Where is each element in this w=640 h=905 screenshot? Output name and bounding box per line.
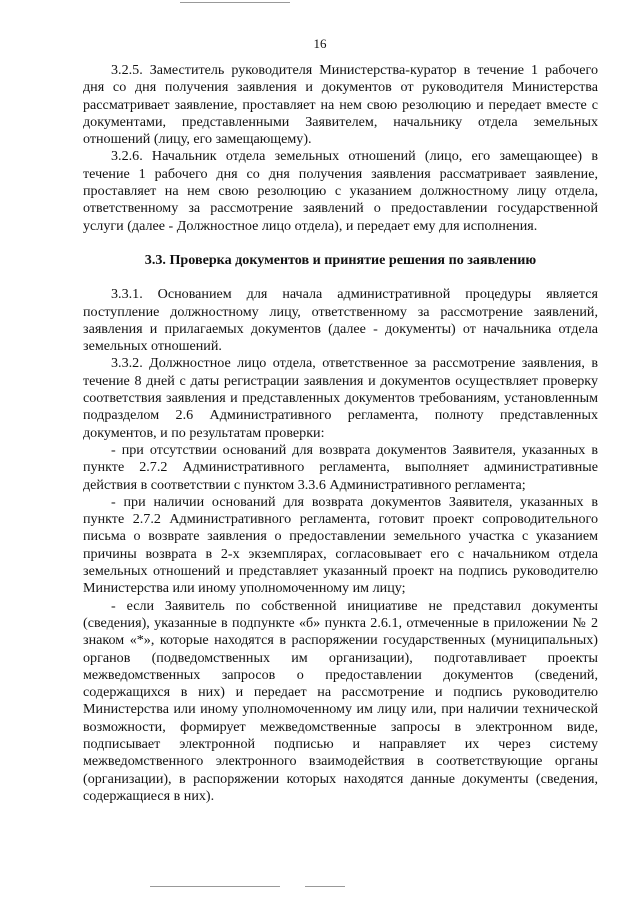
page-number: 16 [313, 36, 327, 51]
section-heading: 3.3. Проверка документов и принятие решения по заявлению [144, 251, 537, 268]
paragraph-3-2-6: 3.2.6. Начальник отдела земельных отношений (лицо, его замещающее) в течение 1 рабочего дня со дня получения заявления рассматривает заявление, проставляет на нем свою резолюцию с указанием должностному лицу отдела, ответственному за рассмотрение заявлений о предоставлении государственной услуги (далее - Должностное лицо отдела), и передает ему для исполнения. [83, 148, 598, 234]
list-item: - если Заявитель по собственной инициативе не представил документы (сведения), указанные в подпункте «б» пункта 2.6.1, отмеченные в приложении № 2 знаком «*», которые находятся в распоряжении государственных (муниципальных) органов (подведомственных им организации), подготавливает проекты межведомственных запросов о предоставлении документов (сведений, содержащихся в них) и передает на рассмотрение и подпись руководителю Министерства или иному уполномоченному им лицу или, при наличии технической возможности, формирует межведомственные запросы в электронном виде, подписывает электронной подписью и направляет их через систему межведомственного электронного взаимодействия в соответствующие органы (организации), в распоряжении которых находятся данные документы (сведения, содержащиеся в них). [83, 597, 598, 804]
list-item: - при отсутствии оснований для возврата документов Заявителя, указанных в пункте 2.7.2 Административного регламента, выполняет административные действия в соответствии с пунктом 3.3.6 Административного регламента; [83, 441, 598, 493]
paragraph-3-3-1: 3.3.1. Основанием для начала административной процедуры является поступление должностному лицу, ответственному за рассмотрение заявлений, заявления и прилагаемых документов (далее - документы) от начальника отдела земельных отношений. [83, 286, 598, 355]
scan-artifact-bottom-right [305, 886, 345, 887]
list-item: - при наличии оснований для возврата документов Заявителя, указанных в пункте 2.7.2 Административного регламента, готовит проект сопроводительного письма о возврате заявления о предоставлении земельного участка с указанием причины возврата в 2-х экземплярах, согласовывает его с начальником отдела земельных отношений и представляет указанный проект на подпись руководителю Министерства или иному уполномоченному им лицу; [83, 493, 598, 597]
paragraph-3-3-2: 3.3.2. Должностное лицо отдела, ответственное за рассмотрение заявления, в течение 8 дней с даты регистрации заявления и документов осуществляет проверку соответствия заявления и представленных документов требованиям, установленным подразделом 2.6 Административного регламента, полноту представленных документов, и по результатам проверки: [83, 355, 598, 441]
scan-artifact-bottom-left [150, 886, 280, 887]
scan-artifact-top [180, 2, 290, 3]
document-body [83, 62, 598, 805]
paragraph-3-2-5: 3.2.5. Заместитель руководителя Министерства-куратор в течение 1 рабочего дня со дня получения заявления и документов от руководителя Министерства рассматривает заявление, проставляет на нем свою резолюцию и передает вместе с документами, представленными Заявителем, начальнику отдела земельных отношений (лицу, его замещающему). [83, 62, 598, 148]
